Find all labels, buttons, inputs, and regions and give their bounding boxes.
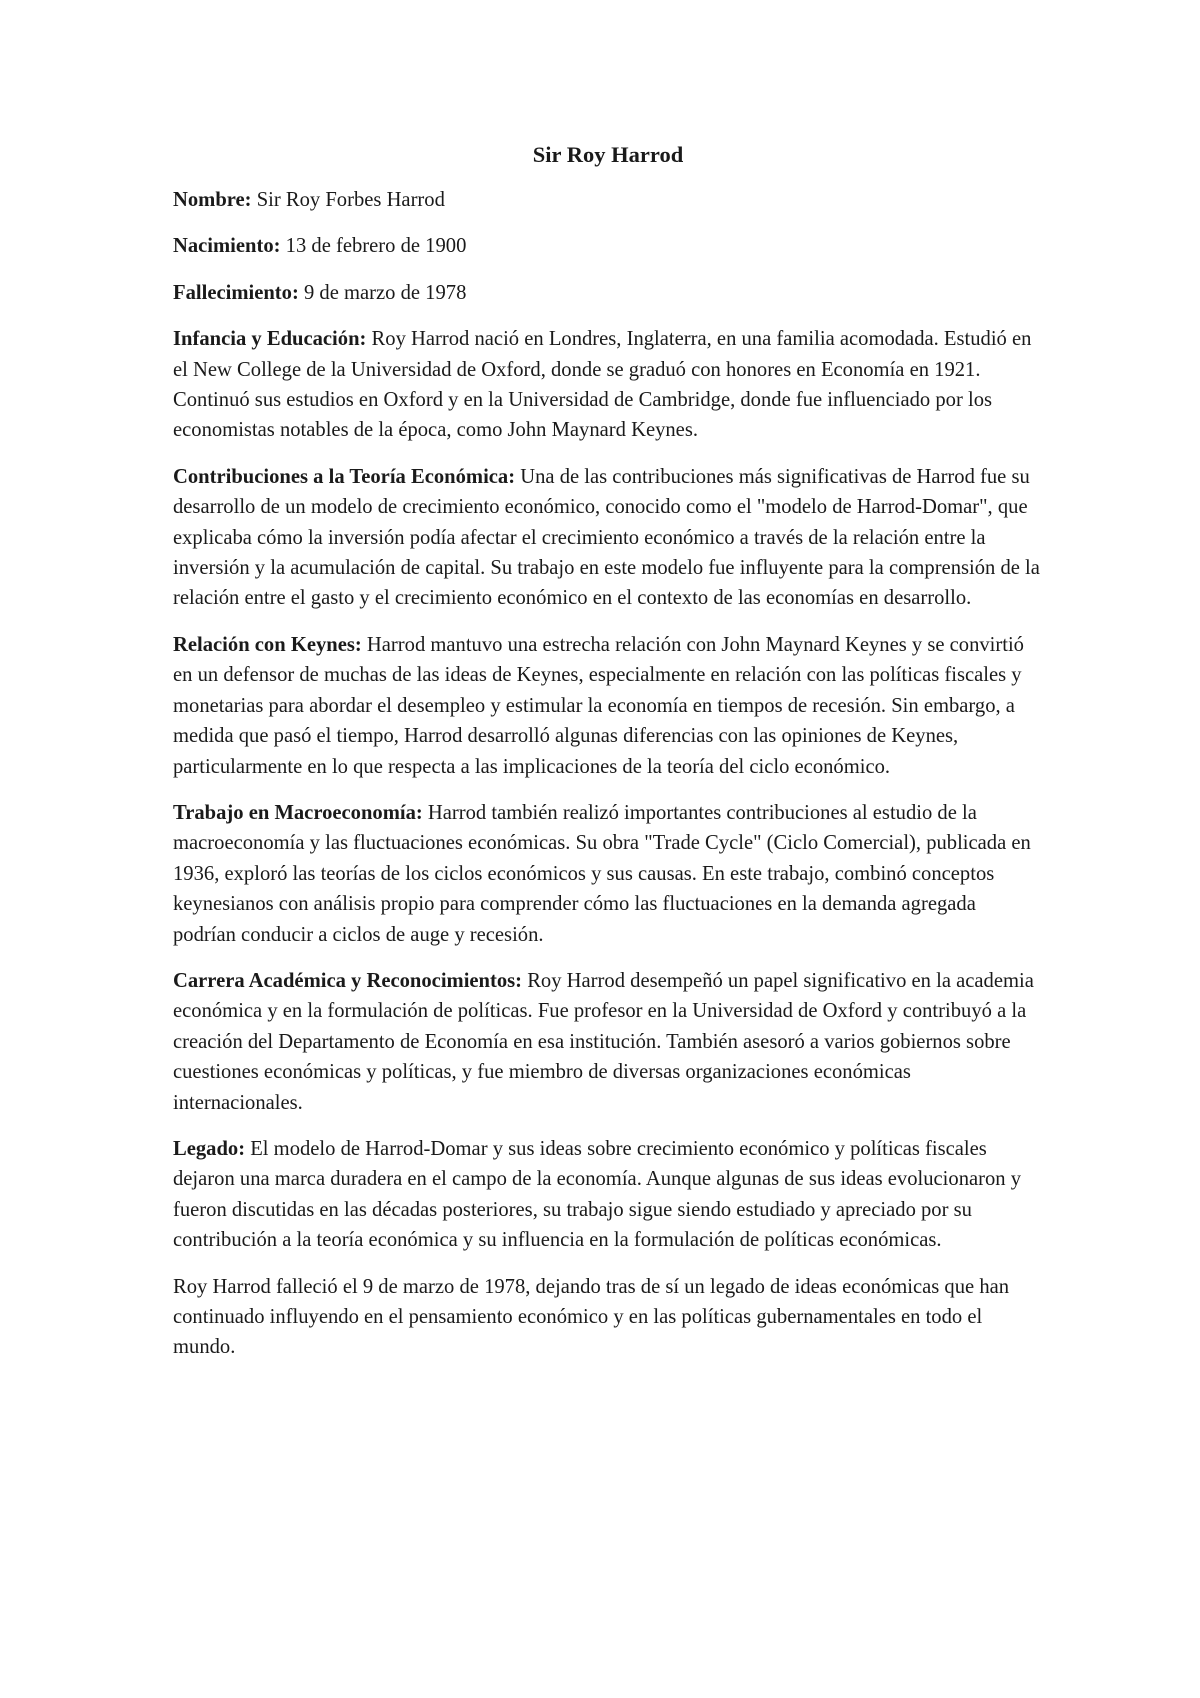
section-text: Una de las contribuciones más significativas de Harrod fue su desarrollo de un modelo de crecimiento económico, conocido como el "modelo de Harrod-Domar", que explicaba cómo la inversión podía afectar el crecimiento económico a través de la relación entre la inversión y la acumulación de capital. Su trabajo en este modelo fue influyente para la comprensión de la relación entre el gasto y el crecimiento económico en el contexto de las economías en desarrollo. [173, 465, 1040, 610]
section-relacion-keynes [173, 630, 1043, 782]
section-label: Contribuciones a la Teoría Económica: [173, 465, 516, 488]
section-legado [173, 1134, 1043, 1256]
document-page [173, 140, 1043, 1379]
section-label: Relación con Keynes: [173, 633, 362, 656]
closing-paragraph: Roy Harrod falleció el 9 de marzo de 1978, dejando tras de sí un legado de ideas económicas que han continuado influyendo en el pensamiento económico y en las políticas gubernamentales en todo el mundo. [173, 1275, 1010, 1359]
section-label: Legado: [173, 1137, 246, 1160]
field-nombre [173, 185, 1043, 215]
document-title: Sir Roy Harrod [532, 142, 684, 167]
section-label: Carrera Académica y Reconocimientos: [173, 969, 523, 992]
section-label: Infancia y Educación: [173, 328, 367, 351]
section-text: El modelo de Harrod-Domar y sus ideas sobre crecimiento económico y políticas fiscales dejaron una marca duradera en el campo de la economía. Aunque algunas de sus ideas evolucionaron y fueron discutidas en las décadas posteriores, su trabajo sigue siendo estudiado y apreciado por su contribución a la teoría económica y su influencia en la formulación de políticas económicas. [173, 1137, 1022, 1252]
field-label: Nombre: [173, 189, 252, 211]
section-text: Roy Harrod desempeñó un papel significativo en la academia económica y en la formulación de políticas. Fue profesor en la Universidad de Oxford y contribuyó a la creación del Departamento de Economía en esa institución. También asesoró a varios gobiernos sobre cuestiones económicas y políticas, y fue miembro de diversas organizaciones económicas internacionales. [173, 969, 1034, 1114]
field-fallecimiento [173, 278, 1043, 308]
field-label: Fallecimiento: [173, 281, 299, 304]
section-infancia [173, 324, 1043, 446]
field-nacimiento [173, 231, 1043, 261]
section-label: Trabajo en Macroeconomía: [173, 801, 423, 824]
section-text: Harrod también realizó importantes contribuciones al estudio de la macroeconomía y las fluctuaciones económicas. Su obra "Trade Cycle" (Ciclo Comercial), publicada en 1936, exploró las teorías de los ciclos económicos y sus causas. En este trabajo, combinó conceptos keynesianos con análisis propio para comprender cómo las fluctuaciones en la demanda agregada podrían conducir a ciclos de auge y recesión. [173, 801, 1031, 946]
section-carrera [173, 966, 1043, 1118]
field-label: Nacimiento: [173, 235, 281, 258]
field-value: 13 de febrero de 1900 [280, 235, 467, 258]
section-macroeconomia [173, 798, 1043, 950]
section-text: Roy Harrod nació en Londres, Inglaterra, en una familia acomodada. Estudió en el New College de la Universidad de Oxford, donde se graduó con honores en Economía en 1921. Continuó sus estudios en Oxford y en la Universidad de Cambridge, donde fue influenciado por los economistas notables de la época, como John Maynard Keynes. [173, 328, 1032, 442]
section-contribuciones [173, 462, 1043, 614]
field-value: Sir Roy Forbes Harrod [251, 189, 445, 211]
field-value: 9 de marzo de 1978 [298, 281, 467, 304]
section-text: Harrod mantuvo una estrecha relación con John Maynard Keynes y se convirtió en un defensor de muchas de las ideas de Keynes, especialmente en relación con las políticas fiscales y monetarias para abordar el desempleo y estimular la economía en tiempos de recesión. Sin embargo, a medida que pasó el tiempo, Harrod desarrolló algunas diferencias con las opiniones de Keynes, particularmente en lo que respecta a las implicaciones de la teoría del ciclo económico. [173, 633, 1024, 778]
